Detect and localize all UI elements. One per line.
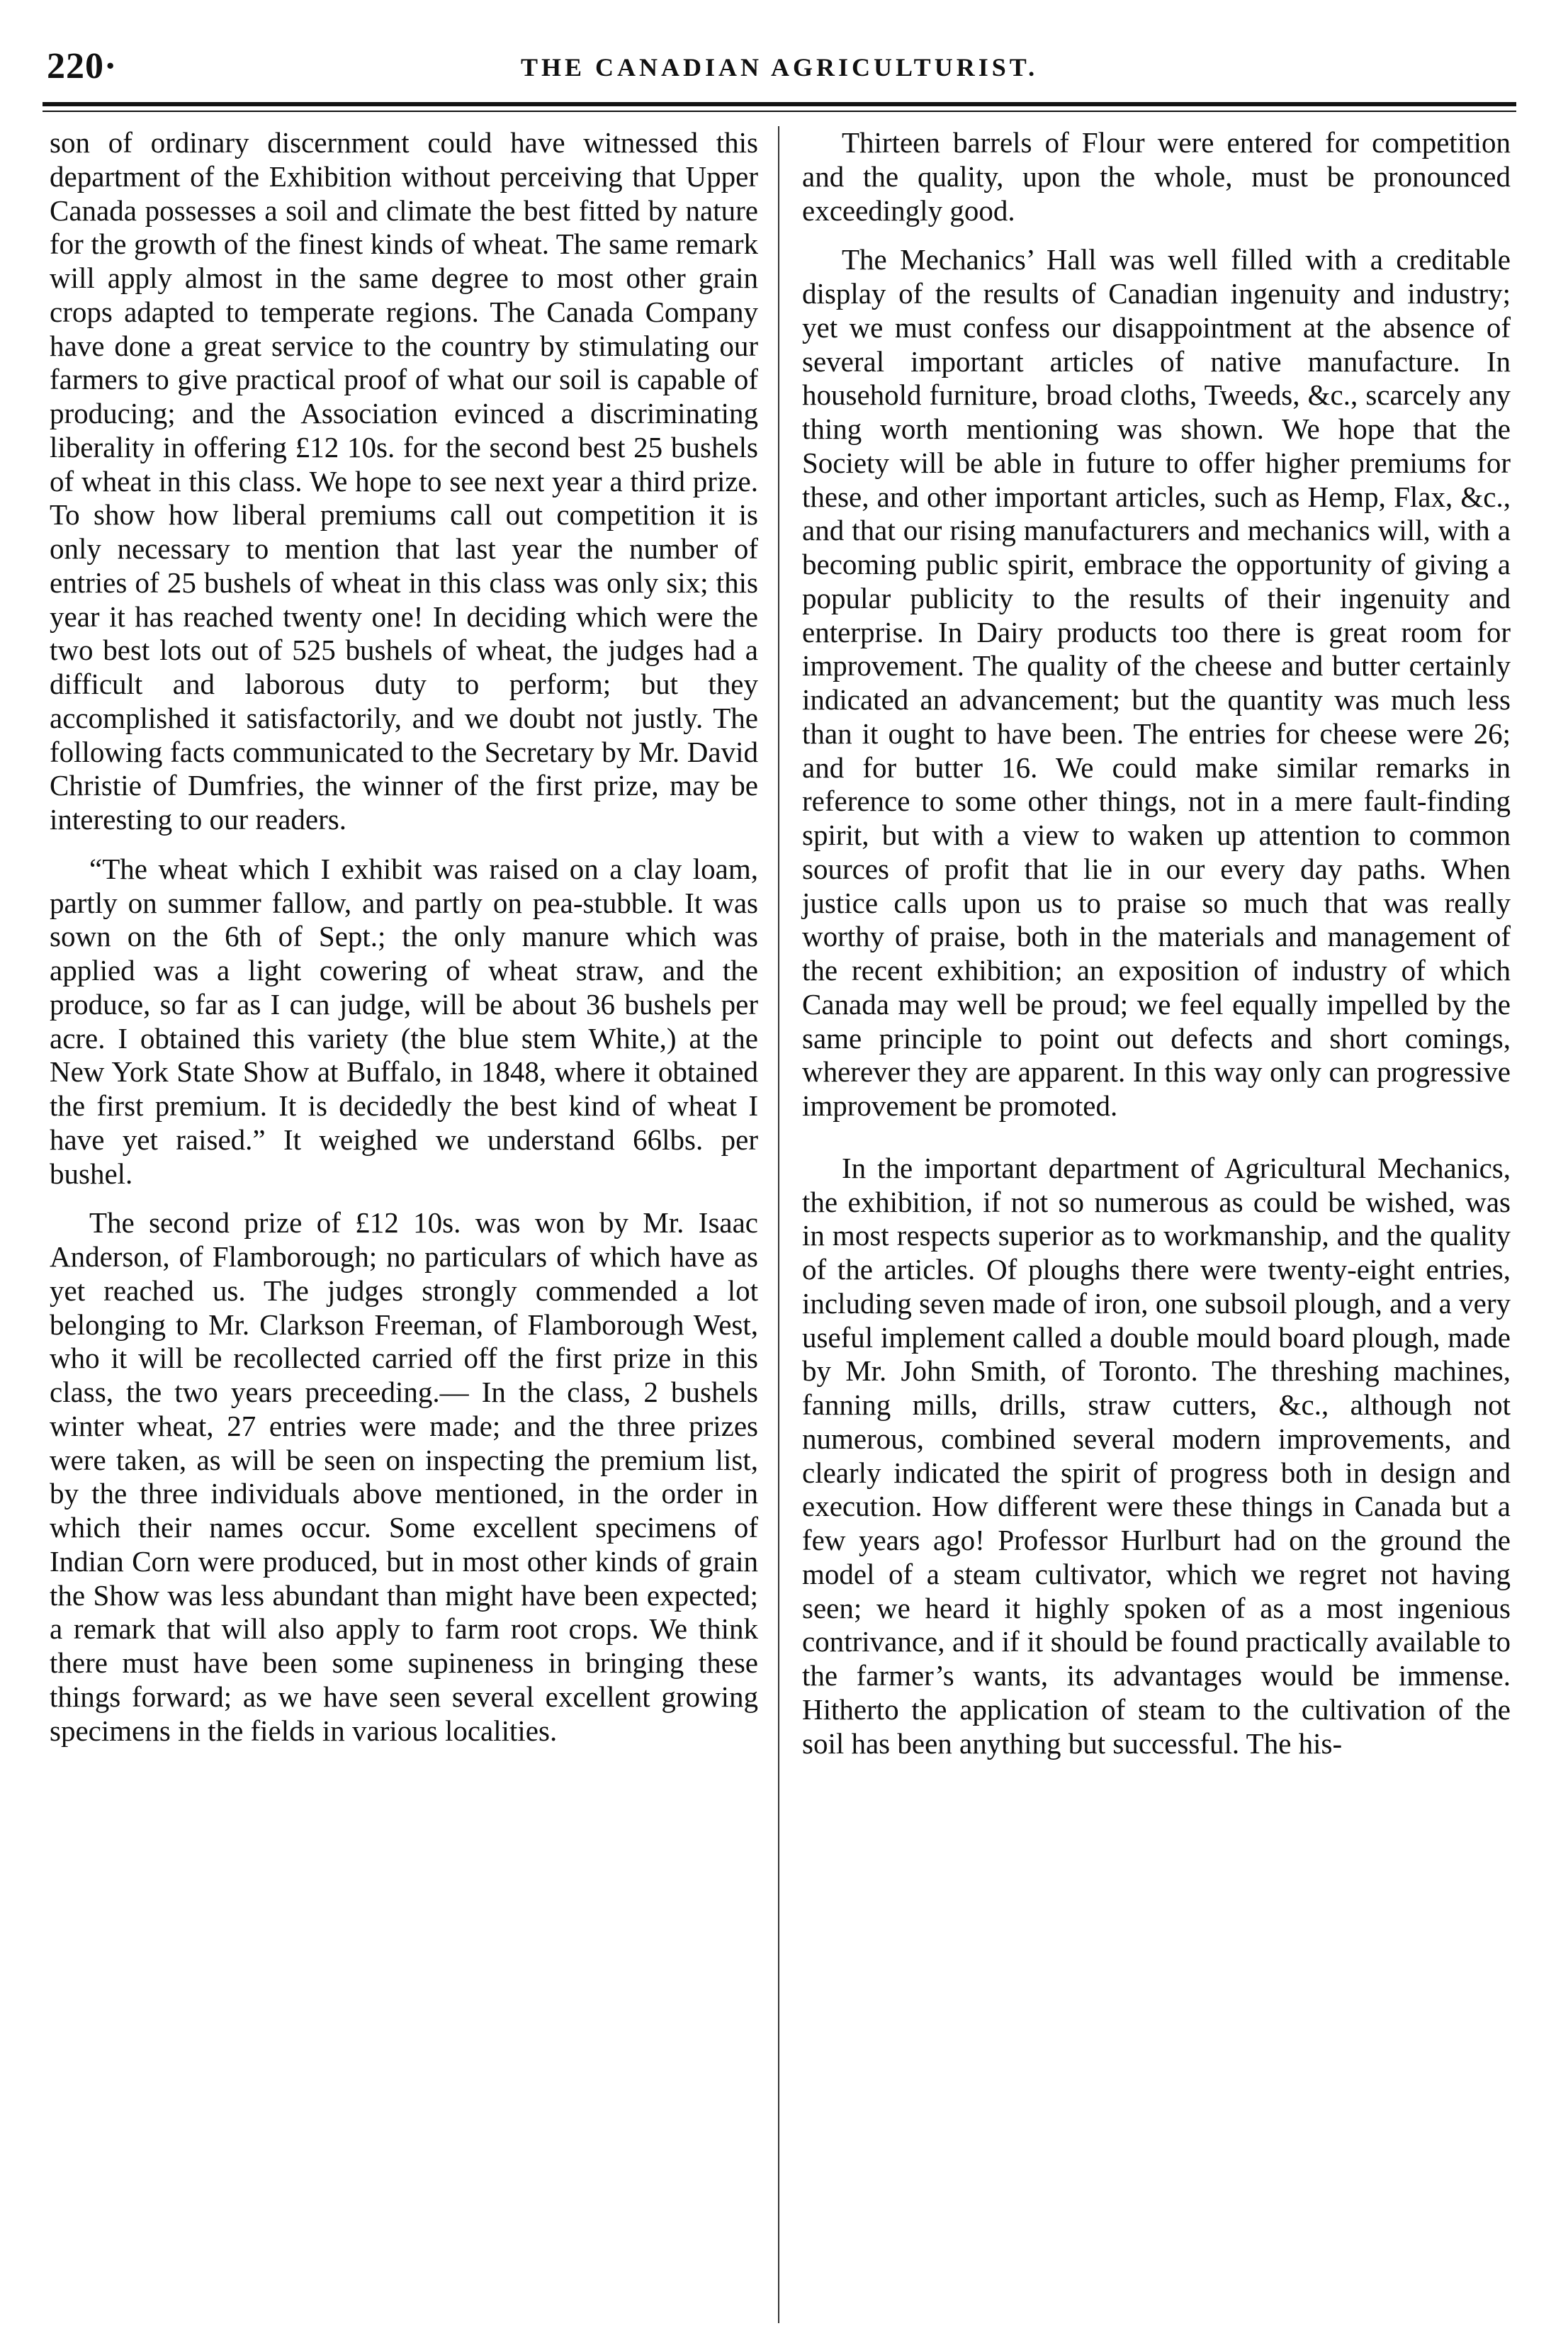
header-rule-thick	[43, 102, 1516, 106]
paragraph-christie-quote: “The wheat which I exhibit was raised on a clay loam, partly on summer fallow, and partly on pea-stubble. It was sown on the 6th of Sept.; the only manure which was applied was a light cowering of wheat straw, and the produce, so far as I can judge, will be about 36 bushels per acre. I obtained this variety (the blue stem White,) at the New York State Show at Buffalo, in 1848, where it obtained the first premium. It is decidedly the best kind of wheat I have yet raised.” It weighed we understand 66lbs. per bushel.	[50, 852, 758, 1190]
running-title: THE CANADIAN AGRICULTURIST.	[520, 53, 1039, 82]
paragraph-wheat-exhibition: son of ordinary discernment could have witnessed this department of the Exhibition without perceiving that Upper Canada possesses a soil and climate the best fitted by nature for the growth of the finest kinds of wheat. The same remark will apply almost in the same degree to most other grain crops adapted to temperate regions. The Canada Company have done a great service to the country by stimulating our farmers to give practical proof of what our soil is capable of producing; and the Association evinced a discriminating liberality in offering £12 10s. for the second best 25 bushels of wheat in this class. We hope to see next year a third prize. To show how liberal premiums call out competition it is only necessary to mention that last year the number of entries of 25 bushels of wheat in this class was only six; this year it has reached twenty one! In deciding which were the two best lots out of 525 bushels of wheat, the judges had a difficult and laborous duty to perform; but they accomplished it satisfactorily, and we doubt not justly. The following facts communicated to the Secretary by Mr. David Christie of Dumfries, the winner of the first prize, may be interesting to our readers.	[50, 126, 758, 836]
header-rule-thin	[43, 111, 1516, 112]
paragraph-flour: Thirteen barrels of Flour were entered for competition and the quality, upon the whole, must be pronounced exceedingly good.	[802, 126, 1511, 227]
paragraph-second-prize: The second prize of £12 10s. was won by Mr. Isaac Anderson, of Flamborough; no particulars of which have as yet reached us. The judges strongly commended a lot belonging to Mr. Clarkson Freeman, of Flamborough West, who it will be recollected carried off the first prize in this class, the two years preceeding.— In the class, 2 bushels winter wheat, 27 entries were made; and the three prizes were taken, as will be seen on inspecting the premium list, by the three individuals above mentioned, in the order in which their names occur. Some excellent specimens of Indian Corn were produced, but in most other kinds of grain the Show was less abundant than might have been expected; a remark that will also apply to farm root crops. We think there must have been some supineness in bringing these things forward; as we have seen several excellent growing specimens in the fields in various localities.	[50, 1206, 758, 1747]
page-header	[43, 43, 1516, 99]
column-divider	[778, 126, 779, 2323]
paragraph-agricultural-mechanics: In the important department of Agricultural Mechanics, the exhibition, if not so numerous as could be wished, was in most respects superior as to workmanship, and the quality of the articles. Of ploughs there were twenty-eight entries, including seven made of iron, one subsoil plough, and a very useful implement called a double mould board plough, made by Mr. John Smith, of Toronto. The threshing machines, fanning mills, drills, straw cutters, &c., although not numerous, combined several modern improvements, and clearly indicated the spirit of progress both in design and execution. How different were these things in Canada but a few years ago! Professor Hurlburt had on the ground the model of a steam cultivator, which we regret not having seen; we heard it highly spoken of as a most ingenious contrivance, and if it should be found practically available to the farmer’s wants, its advantages would be immense. Hitherto the application of steam to the cultivation of the soil has been anything but successful. The his-	[802, 1151, 1511, 1760]
right-column	[802, 126, 1511, 1776]
left-column	[50, 126, 758, 1763]
journal-page	[43, 43, 1516, 2310]
page-number: 220·	[47, 46, 118, 86]
paragraph-mechanics-hall: The Mechanics’ Hall was well filled with a creditable display of the results of Canadian ingenuity and industry; yet we must confess our disappointment at the absence of several important articles of native manufacture. In household furniture, broad cloths, Tweeds, &c., scarcely any thing worth mentioning was shown. We hope that the Society will be able in future to offer higher premiums for these, and other important articles, such as Hemp, Flax, &c., and that our rising manufacturers and mechanics will, with a becoming public spirit, embrace the opportunity of giving a popular publicity to the results of their ingenuity and enterprise. In Dairy products too there is great room for improvement. The quality of the cheese and butter certainly indicated an advancement; but the quantity was much less than it ought to have been. The entries for cheese were 26; and for butter 16. We could make similar remarks in reference to some other things, not in a mere fault-finding spirit, but with a view to waken up attention to common sources of profit that lie in our every day paths. When justice calls upon us to praise so much that was really worthy of praise, both in the materials and management of the recent exhibition; an exposition of industry of which Canada may well be proud; we feel equally impelled by the same principle to point out defects and short comings, wherever they are apparent. In this way only can progressive improvement be promoted.	[802, 243, 1511, 1122]
